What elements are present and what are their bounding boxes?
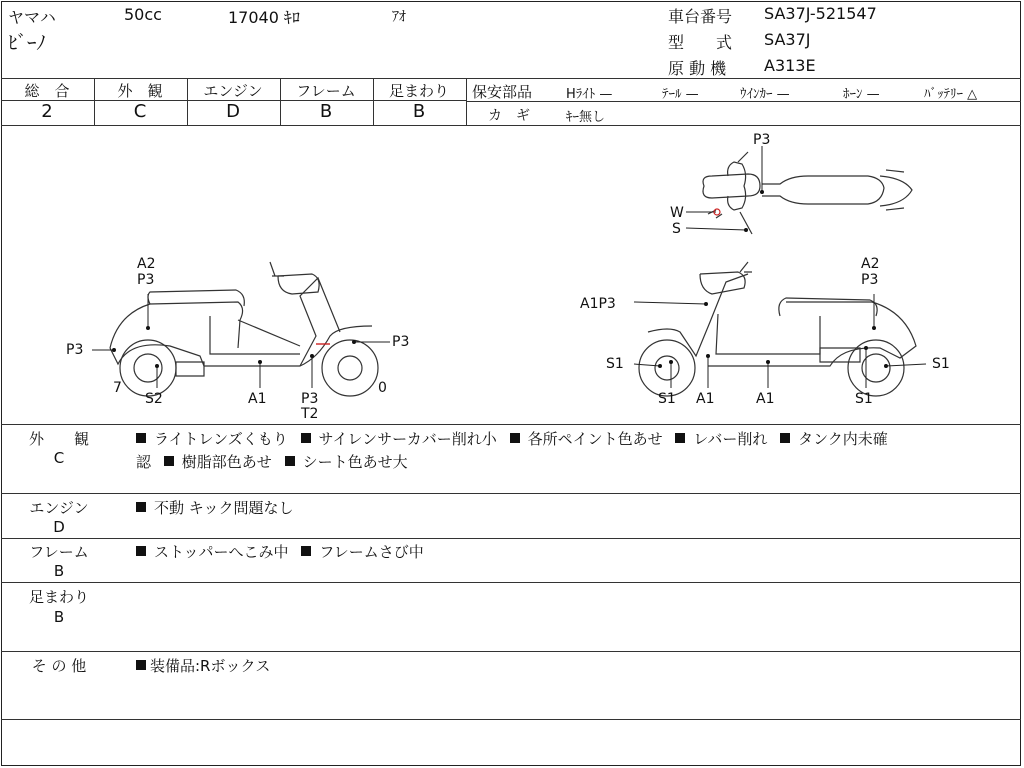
mark-p3: P3 (392, 334, 410, 350)
note-item: 各所ペイント色あせ (527, 430, 663, 448)
mark-a1: A1 (248, 391, 267, 407)
body-color: ｱｵ (392, 9, 406, 25)
notes-frame-label: フレーム (29, 543, 89, 561)
note-item: タンク内未確 (798, 430, 888, 448)
notes-suspension-label: 足まわり (28, 588, 89, 606)
divider (1, 78, 1021, 79)
maker: ヤマハ (8, 8, 56, 27)
frame-number-value: SA37J-521547 (764, 4, 877, 23)
safety-winker: ｳｲﾝｶｰ — (740, 87, 790, 102)
note-item: ストッパーへこみ中 (154, 543, 289, 561)
note-item: ライトレンズくもり (154, 430, 288, 448)
divider (466, 78, 467, 125)
note-item: レバー削れ (693, 430, 768, 448)
bullet-square (780, 433, 790, 443)
note-item: サイレンサーカバー削れ小 (318, 430, 497, 448)
mark-w: W (670, 205, 684, 221)
grade-total-label: 総 合 (24, 82, 70, 100)
leader-lines (92, 146, 926, 388)
mileage: 17040 ｷﾛ (228, 8, 300, 27)
notes-exterior-grade: C (53, 449, 65, 467)
mark-s: S (672, 221, 681, 237)
frame-number-label: 車台番号 (668, 7, 733, 26)
grade-suspension-label: 足まわり (388, 82, 449, 100)
grade-frame-value: B (319, 101, 333, 122)
bullet-square (164, 456, 174, 466)
notes-exterior-label: 外 観 (28, 430, 89, 448)
divider (1, 651, 1021, 652)
notes-other-label: そ の 他 (31, 657, 87, 675)
mark-s1: S1 (855, 391, 873, 407)
mark-t2: T2 (301, 406, 319, 422)
mark-s1: S1 (932, 356, 950, 372)
bullet-square (136, 433, 146, 443)
mark-s1: S1 (658, 391, 676, 407)
bullet-square (136, 546, 146, 556)
note-item: シート色あせ大 (302, 453, 408, 471)
bullet-square (285, 456, 295, 466)
note-item: 装備品:Rボックス (150, 657, 271, 675)
notes-frame-grade: B (53, 562, 65, 580)
divider (1, 424, 1021, 425)
note-item: 認 (136, 453, 152, 471)
mark-s1: S1 (606, 356, 624, 372)
key-value: ｷｰ無し (566, 110, 606, 125)
mark-p3: P3 (861, 272, 879, 288)
notes-other-line (136, 655, 270, 676)
divider (1, 719, 1021, 720)
note-item: 不動 キック問題なし (154, 499, 294, 517)
engine-model-label: 原 動 機 (668, 59, 727, 78)
grade-exterior-label: 外 観 (117, 82, 163, 100)
key-label: カ ギ (488, 108, 530, 124)
mark-7: 7 (113, 380, 122, 396)
safety-headlight: Hﾗｲﾄ — (566, 87, 613, 102)
displacement: 50cc (124, 5, 162, 24)
mark-p3: P3 (66, 342, 84, 358)
mark-p3: P3 (301, 391, 319, 407)
safety-taillight: ﾃｰﾙ — (662, 87, 699, 102)
safety-horn: ﾎｰﾝ — (843, 87, 880, 102)
notes-frame-line (136, 541, 424, 562)
mark-s2: S2 (145, 391, 163, 407)
notes-exterior-line2 (136, 451, 408, 472)
grade-suspension-value: B (412, 101, 426, 122)
divider (1, 582, 1021, 583)
safety-parts-label: 保安部品 (472, 83, 533, 101)
model-type-value: SA37J (764, 30, 811, 49)
mark-0: 0 (378, 380, 387, 396)
mark-a1: A1 (756, 391, 775, 407)
bullet-square (675, 433, 685, 443)
grade-frame-label: フレーム (296, 82, 356, 100)
bullet-square (136, 660, 146, 670)
model-type-label: 型 式 (668, 33, 733, 52)
notes-suspension-grade: B (53, 608, 65, 626)
mark-a2: A2 (861, 256, 880, 272)
note-item: 樹脂部色あせ (181, 453, 272, 471)
divider (1, 493, 1021, 494)
bullet-square (136, 502, 146, 512)
grade-engine-value: D (226, 101, 240, 122)
scooter-top-view (703, 152, 912, 234)
notes-engine-line (136, 497, 293, 518)
notes-exterior-line1 (136, 428, 888, 449)
safety-battery: ﾊﾞｯﾃﾘｰ △ (924, 87, 978, 102)
mark-p3: P3 (137, 272, 155, 288)
grade-exterior-value: C (133, 101, 147, 122)
divider (1, 538, 1021, 539)
model-name: ﾋﾞｰﾉ (8, 32, 47, 54)
note-item: フレームさび中 (319, 543, 424, 561)
mark-p3: P3 (753, 132, 771, 148)
engine-model-value: A313E (764, 56, 816, 75)
mark-a1: A1 (696, 391, 715, 407)
notes-engine-grade: D (53, 518, 65, 536)
bullet-square (510, 433, 520, 443)
bullet-square (301, 433, 311, 443)
mark-a2: A2 (137, 256, 156, 272)
grade-engine-label: エンジン (203, 82, 263, 100)
notes-engine-label: エンジン (29, 499, 89, 517)
mark-a1p3: A1P3 (580, 296, 616, 312)
bullet-square (301, 546, 311, 556)
grade-total-value: 2 (41, 101, 53, 122)
